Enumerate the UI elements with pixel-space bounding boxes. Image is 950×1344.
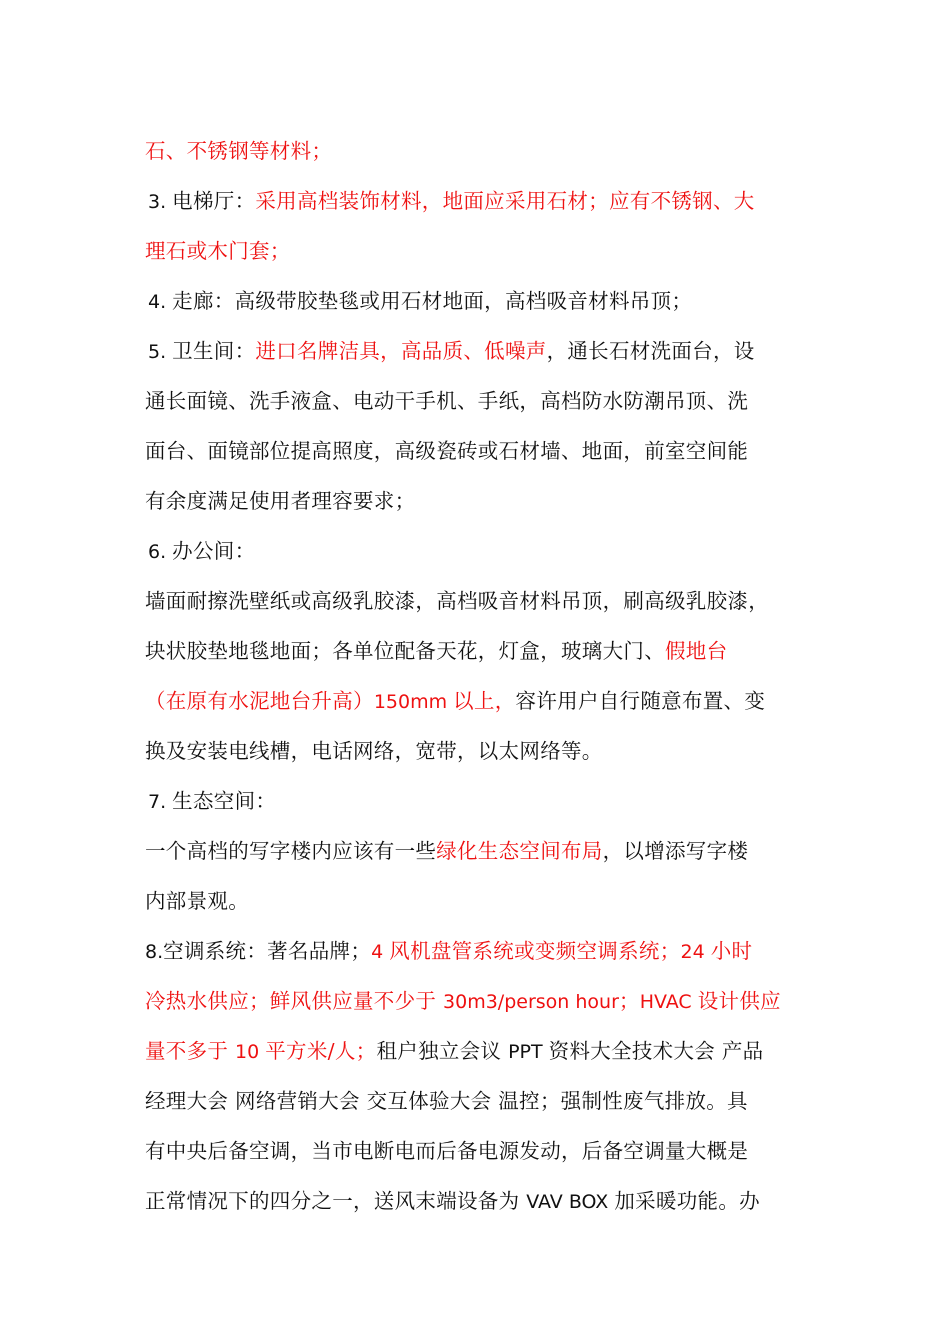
text-segment: 设计供应 xyxy=(697,989,781,1013)
text-line xyxy=(145,1176,835,1226)
text-segment: 以上， xyxy=(453,689,516,713)
text-segment: 6. xyxy=(148,541,173,563)
text-segment: 空调系统：著名品牌； xyxy=(163,939,372,963)
text-segment: 有余度满足使用者理容要求； xyxy=(145,489,416,513)
text-segment: ，通长石材洗面台，设 xyxy=(546,339,755,363)
text-segment: 卫生间： xyxy=(172,339,256,363)
text-segment: 10 xyxy=(235,1041,266,1063)
text-segment: 理石或木门套； xyxy=(145,239,291,263)
text-segment: 石、不锈钢等材料； xyxy=(145,139,333,163)
text-line xyxy=(145,926,835,976)
text-line xyxy=(145,526,835,576)
text-line xyxy=(145,226,835,276)
text-line xyxy=(145,176,835,226)
text-segment: 假地台 xyxy=(665,639,728,663)
text-line xyxy=(145,126,835,176)
text-segment: 3. xyxy=(148,191,173,213)
text-segment: PPT xyxy=(508,1041,549,1063)
text-segment: 生态空间： xyxy=(172,789,277,813)
text-segment: 换及安装电线槽，电话网络，宽带，以太网络等。 xyxy=(145,739,603,763)
text-line xyxy=(145,726,835,776)
text-line xyxy=(145,1026,835,1076)
text-segment: 采用高档装饰材料，地面应采用石材；应有不锈钢、大 xyxy=(255,189,755,213)
text-segment: 电梯厅： xyxy=(172,189,256,213)
text-segment: VAV BOX xyxy=(526,1191,615,1213)
text-line xyxy=(145,976,835,1026)
text-segment: （在原有水泥地台升高） xyxy=(145,689,374,713)
text-segment: 8. xyxy=(145,941,164,963)
text-line xyxy=(145,1126,835,1176)
text-segment: 走廊：高级带胶垫毯或用石材地面，高档吸音材料吊顶； xyxy=(172,289,693,313)
text-segment: 正常情况下的四分之一，送风末端设备为 xyxy=(145,1189,527,1213)
text-segment: 有中央后备空调，当市电断电而后备电源发动，后备空调量大概是 xyxy=(145,1139,749,1163)
text-segment: 租户独立会议 xyxy=(376,1039,509,1063)
text-line xyxy=(145,626,835,676)
text-line xyxy=(145,376,835,426)
text-segment: 4 xyxy=(371,941,390,963)
text-segment: 块状胶垫地毯地面；各单位配备天花，灯盒，玻璃大门、 xyxy=(145,639,665,663)
text-segment: 资料大全技术大会 产品 xyxy=(548,1039,764,1063)
text-segment: 24 xyxy=(680,941,711,963)
text-segment: ，以增添写字楼 xyxy=(602,839,749,863)
text-segment: 小时 xyxy=(710,939,753,963)
text-segment: 5. xyxy=(148,341,173,363)
document-body xyxy=(145,126,835,1226)
text-segment: ； xyxy=(618,989,640,1013)
text-segment: 办公间： xyxy=(172,539,256,563)
text-line xyxy=(145,426,835,476)
text-line xyxy=(145,476,835,526)
text-segment: 一个高档的写字楼内应该有一些 xyxy=(145,839,437,863)
text-segment: 内部景观。 xyxy=(145,889,249,913)
text-segment: 墙面耐擦洗壁纸或高级乳胶漆，高档吸音材料吊顶，刷高级乳胶漆， xyxy=(145,589,769,613)
text-segment: 平方米/人； xyxy=(265,1039,377,1063)
text-line xyxy=(145,1076,835,1126)
text-line xyxy=(145,576,835,626)
text-segment: 4. xyxy=(148,291,173,313)
text-line xyxy=(145,876,835,926)
text-segment: 面台、面镜部位提高照度，高级瓷砖或石材墙、地面，前室空间能 xyxy=(145,439,749,463)
text-segment: 经理大会 网络营销大会 交互体验大会 温控；强制性废气排放。具 xyxy=(145,1089,748,1113)
text-segment: 加采暖功能。办 xyxy=(614,1189,760,1213)
text-segment: 进口名牌洁具，高品质、低噪声 xyxy=(255,339,547,363)
text-line xyxy=(145,776,835,826)
text-segment: 7. xyxy=(148,791,173,813)
text-segment: 30m3/person hour xyxy=(443,991,619,1013)
text-segment: 量不多于 xyxy=(145,1039,236,1063)
text-segment: HVAC xyxy=(639,991,698,1013)
text-line xyxy=(145,676,835,726)
text-line xyxy=(145,826,835,876)
text-segment: 冷热水供应；鲜风供应量不少于 xyxy=(145,989,444,1013)
text-segment: 通长面镜、洗手液盒、电动干手机、手纸，高档防水防潮吊顶、洗 xyxy=(145,389,749,413)
text-segment: 150mm xyxy=(373,691,454,713)
text-segment: 容许用户自行随意布置、变 xyxy=(515,689,766,713)
text-segment: 风机盘管系统或变频空调系统； xyxy=(389,939,681,963)
text-line xyxy=(145,276,835,326)
text-segment: 绿化生态空间布局 xyxy=(436,839,603,863)
text-line xyxy=(145,326,835,376)
